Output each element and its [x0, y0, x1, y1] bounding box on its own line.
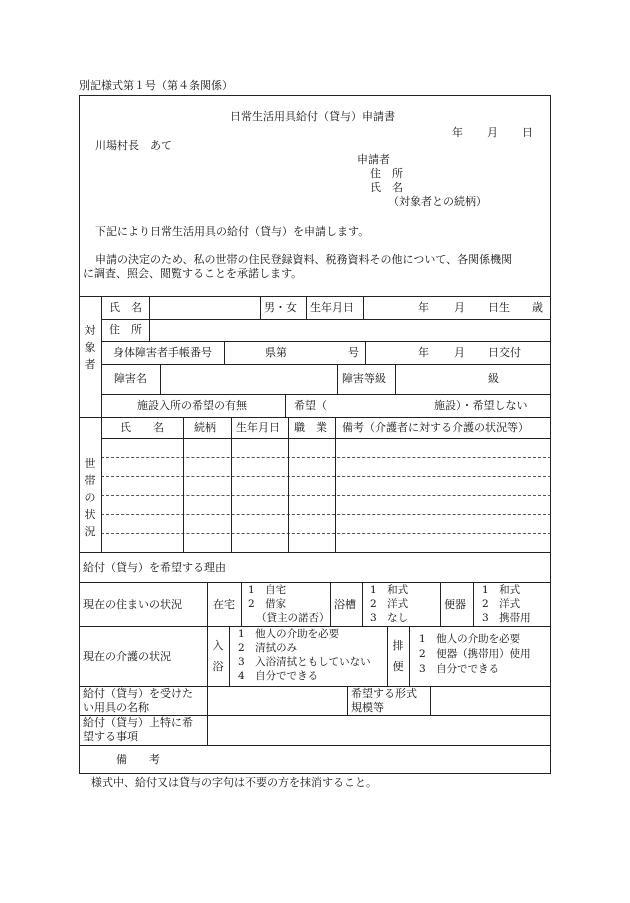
- issue-month: 月: [454, 346, 465, 359]
- consent-text-1: 申請の決定のため、私の世帯の住民登録資料、税務資料その他について、各関係機関: [95, 253, 513, 266]
- line: [347, 686, 348, 715]
- reason-label: 給付（貸与）を希望する理由: [83, 561, 226, 574]
- intro-text: 下記により日常生活用具の給付（貸与）を申請します。: [95, 225, 370, 238]
- applicant-name-label: 氏 名: [370, 181, 403, 194]
- line: [101, 438, 551, 439]
- sex-options: 男・女: [264, 301, 297, 314]
- line: [395, 364, 396, 394]
- line: [79, 552, 551, 553]
- subject-section-label: 対象者: [84, 324, 96, 372]
- bath-option-2: 2 洋式: [370, 598, 409, 610]
- dashed-line: [101, 533, 551, 534]
- form-title: 日常生活用具給付（貸与）申請書: [230, 110, 395, 123]
- dashed-line: [101, 514, 551, 515]
- birth-label: 生年月日: [310, 301, 354, 314]
- date-day: 日: [522, 126, 533, 139]
- facility-end: 施設）・希望しない: [434, 399, 528, 412]
- home-option-3: （貸主の諾否）: [256, 612, 330, 624]
- line: [224, 341, 225, 364]
- line: [101, 341, 551, 342]
- line: [288, 417, 289, 552]
- care-bath-option-2: 2 清拭のみ: [238, 642, 298, 654]
- line: [79, 582, 551, 583]
- care-label: 現在の介護の状況: [83, 650, 171, 663]
- home-label: 在宅: [213, 598, 235, 611]
- household-section-label: 世帯の状況: [84, 457, 96, 539]
- line: [337, 364, 338, 394]
- form-label-2: 規模等: [351, 701, 384, 714]
- facility-hope: 希望（: [294, 399, 327, 412]
- form-number: 別記様式第１号（第４条関係）: [79, 79, 233, 92]
- issue-day: 日交付: [488, 346, 521, 359]
- household-header-birth: 生年月日: [236, 421, 280, 434]
- care-excretion-label: 排便: [392, 639, 404, 673]
- toilet-label: 便器: [444, 598, 466, 611]
- birth-day: 日生: [488, 301, 510, 314]
- care-bath-option-3: 3 入浴清拭ともしていない: [238, 656, 371, 668]
- line: [101, 364, 551, 365]
- bath-option-3: 3 なし: [370, 612, 409, 624]
- line: [160, 364, 161, 394]
- age-unit: 歳: [532, 301, 543, 314]
- handbook-label: 身体障害者手帳番号: [113, 346, 212, 359]
- line: [101, 319, 551, 320]
- line: [101, 394, 551, 395]
- handbook-number-unit: 号: [348, 346, 359, 359]
- line: [387, 626, 388, 686]
- handbook-pref: 県第: [265, 346, 287, 359]
- line: [241, 582, 242, 626]
- date-month: 月: [487, 126, 498, 139]
- line: [149, 296, 150, 319]
- applicant-label: 申請者: [357, 153, 390, 166]
- line: [285, 394, 286, 417]
- grade-label: 障害等級: [342, 372, 386, 385]
- line: [79, 745, 551, 746]
- line: [362, 582, 363, 626]
- household-header-job: 職 業: [294, 421, 327, 434]
- special-label-1: 給付（貸与）上特に希: [83, 716, 193, 729]
- line: [231, 417, 232, 552]
- form-label-1: 希望する形式: [351, 687, 417, 700]
- consent-text-2: に調査、照会、閲覧することを承諾します。: [83, 267, 303, 280]
- household-header-notes: 備考（介護者に対する介護の状況等）: [342, 421, 529, 434]
- line: [79, 417, 551, 418]
- line: [365, 341, 366, 364]
- household-header-relation: 続柄: [194, 421, 216, 434]
- dashed-line: [101, 495, 551, 496]
- applicant-relation-label: （対象者との続柄）: [388, 195, 487, 208]
- care-excretion-option-1: 1 他人の介助を必要: [419, 633, 521, 645]
- subject-name-label: 氏 名: [109, 301, 142, 314]
- disability-label: 障害名: [114, 372, 147, 385]
- line: [183, 417, 184, 552]
- dashed-line: [101, 476, 551, 477]
- line: [306, 296, 307, 319]
- line: [101, 296, 102, 552]
- birth-month: 月: [454, 301, 465, 314]
- home-option-2: 2 借家: [248, 598, 287, 610]
- item-label-2: い用具の名称: [83, 701, 149, 714]
- grade-unit: 級: [488, 372, 499, 385]
- remarks-label: 備 考: [116, 753, 160, 766]
- care-excretion-option-2: 2 便器（携帯用）使用: [419, 648, 531, 660]
- line: [229, 626, 230, 686]
- line: [363, 296, 364, 319]
- toilet-option-1: 1 和式: [482, 584, 521, 596]
- addressee: 川場村長 あて: [95, 139, 172, 152]
- care-bath-option-1: 1 他人の介助を必要: [238, 628, 340, 640]
- applicant-address-label: 住 所: [370, 167, 403, 180]
- special-label-2: 望する事項: [83, 730, 138, 743]
- subject-address-label: 住 所: [109, 323, 142, 336]
- residence-label: 現在の住まいの状況: [83, 598, 182, 611]
- dashed-line: [101, 457, 551, 458]
- line: [207, 582, 208, 745]
- bath-label: 浴槽: [334, 598, 356, 611]
- care-excretion-option-3: 3 自分でできる: [419, 663, 500, 675]
- line: [335, 417, 336, 552]
- home-option-1: 1 自宅: [248, 584, 287, 596]
- issue-year: 年: [418, 346, 429, 359]
- line: [149, 319, 150, 341]
- line: [260, 296, 261, 319]
- care-bath-label: 入浴: [212, 639, 224, 673]
- date-year: 年: [452, 126, 463, 139]
- facility-label: 施設入所の希望の有無: [137, 399, 247, 412]
- item-label-1: 給付（貸与）を受けた: [83, 687, 193, 700]
- care-bath-option-4: 4 自分でできる: [238, 670, 319, 682]
- line: [330, 582, 331, 626]
- line: [409, 626, 410, 686]
- household-header-name: 氏 名: [120, 421, 164, 434]
- bath-option-1: 1 和式: [370, 584, 409, 596]
- line: [473, 582, 474, 626]
- line: [430, 686, 431, 715]
- line: [79, 626, 551, 627]
- toilet-option-3: 3 携帯用: [482, 612, 531, 624]
- footnote: 様式中、給付又は貸与の字句は不要の方を抹消すること。: [91, 776, 377, 789]
- toilet-option-2: 2 洋式: [482, 598, 521, 610]
- line: [440, 582, 441, 626]
- birth-year: 年: [418, 301, 429, 314]
